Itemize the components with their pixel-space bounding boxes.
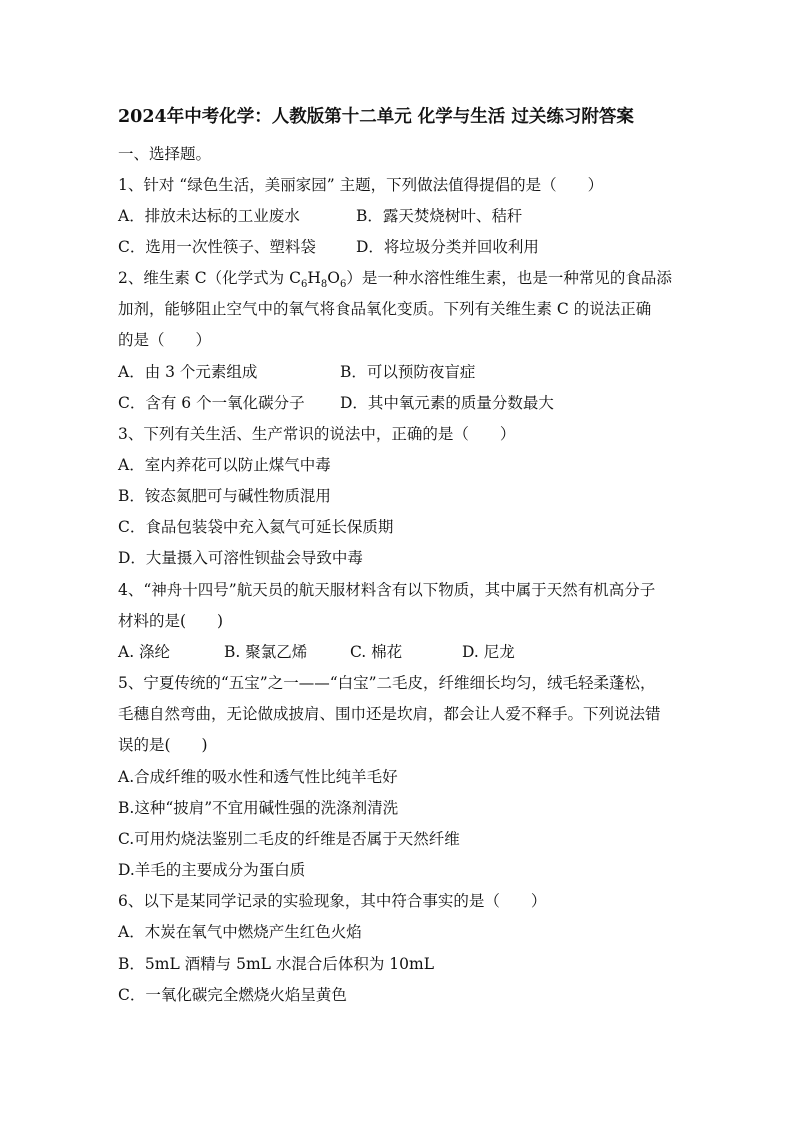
question-6-option-a: A．木炭在氧气中燃烧产生红色火焰: [118, 923, 362, 941]
question-5-option-b: B.这种“披肩”不宜用碱性强的洗涤剂清洗: [118, 799, 399, 817]
question-5-option-d: D.羊毛的主要成分为蛋白质: [118, 861, 306, 879]
question-5-stem: 5、宁夏传统的“五宝”之一——“白宝”二毛皮，纤维细长均匀，绒毛轻柔蓬松，: [118, 674, 656, 692]
question-3-option-d: D．大量摄入可溶性钡盐会导致中毒: [118, 549, 363, 567]
question-3-option-b: B．铵态氮肥可与碱性物质混用: [118, 487, 331, 505]
question-5-option-a: A.合成纤维的吸水性和透气性比纯羊毛好: [118, 768, 398, 786]
question-4-option-b: B. 聚氯乙烯: [224, 643, 308, 661]
formula-element: H: [307, 269, 321, 287]
question-4-option-a: A. 涤纶: [118, 643, 171, 661]
question-2-stem-part: 2、维生素 C（化学式为 C: [118, 269, 301, 287]
question-5-option-c: C.可用灼烧法鉴别二毛皮的纤维是否属于天然纤维: [118, 830, 460, 848]
formula-subscript: 6: [300, 279, 308, 291]
question-1-option-b: B．露天焚烧树叶、秸秆: [356, 207, 523, 225]
question-2-option-b: B．可以预防夜盲症: [340, 363, 476, 381]
question-4-option-c: C. 棉花: [350, 643, 403, 661]
question-2-stem-line-2: 加剂，能够阻止空气中的氧气将食品氧化变质。下列有关维生素 C 的说法正确: [118, 300, 652, 318]
question-2-option-d: D．其中氧元素的质量分数最大: [340, 394, 554, 412]
document-title: 2024年中考化学：人教版第十二单元 化学与生活 过关练习附答案: [118, 107, 634, 127]
question-5-stem-line-3: 误的是( ): [118, 736, 208, 754]
question-3-stem: 3、下列有关生活、生产常识的说法中，正确的是（ ）: [118, 425, 516, 443]
question-2-option-c: C．含有 6 个一氧化碳分子: [118, 394, 305, 412]
question-2-stem-part: ）是一种水溶性维生素，也是一种常见的食品添: [346, 269, 672, 287]
question-6-option-b: B．5mL 酒精与 5mL 水混合后体积为 10mL: [118, 955, 435, 973]
question-6-option-c: C．一氧化碳完全燃烧火焰呈黄色: [118, 986, 347, 1004]
formula-subscript: 6: [339, 279, 347, 291]
question-1-option-d: D．将垃圾分类并回收利用: [356, 238, 539, 256]
question-5-stem-line-2: 毛穗自然弯曲，无论做成披肩、围巾还是坎肩，都会让人爱不释手。下列说法错: [118, 705, 661, 723]
question-1-option-c: C．选用一次性筷子、塑料袋: [118, 238, 316, 256]
question-2-stem: [118, 268, 698, 291]
question-1-stem: 1、针对 “绿色生活，美丽家园” 主题，下列做法值得提倡的是（ ）: [118, 176, 604, 194]
question-1-option-a: A．排放未达标的工业废水: [118, 207, 300, 225]
question-3-option-c: C．食品包装袋中充入氦气可延长保质期: [118, 518, 394, 536]
question-6-stem: 6、以下是某同学记录的实验现象，其中符合事实的是（ ）: [118, 892, 547, 910]
question-2-option-a: A．由 3 个元素组成: [118, 363, 258, 381]
question-3-option-a: A．室内养花可以防止煤气中毒: [118, 456, 331, 474]
question-4-stem-line-2: 材料的是( ): [118, 612, 224, 630]
question-4-option-d: D. 尼龙: [462, 643, 515, 661]
section-heading: 一、选择题。: [118, 145, 212, 163]
formula-element: O: [327, 269, 340, 287]
question-4-stem: 4、“神舟十四号”航天员的航天服材料含有以下物质，其中属于天然有机高分子: [118, 581, 656, 599]
formula-subscript: 8: [320, 279, 328, 291]
question-2-stem-line-3: 的是（ ）: [118, 331, 212, 349]
